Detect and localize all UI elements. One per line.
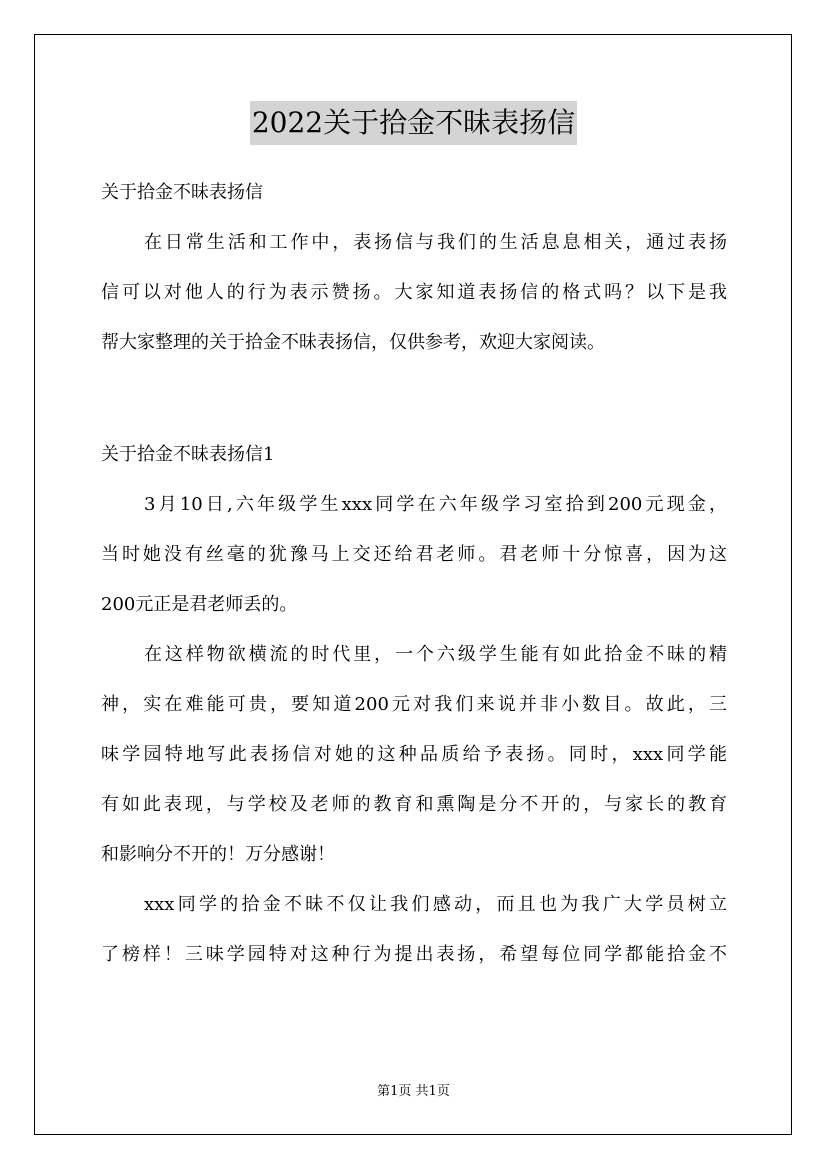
intro-line-2: 信可以对他人的行为表示赞扬。大家知道表扬信的格式吗？以下是我 xyxy=(101,282,727,303)
intro-line-1: 在日常生活和工作中，表扬信与我们的生活息息相关，通过表扬 xyxy=(144,232,727,253)
paragraph2-line-3: 味学园特地写此表扬信对她的这种品质给予表扬。同时，xxx同学能 xyxy=(101,744,727,765)
subtitle-line: 关于拾金不昧表扬信 xyxy=(101,182,263,203)
page-number-label: 第1页 共1页 xyxy=(377,1084,450,1099)
paragraph3-line-1: xxx同学的拾金不昧不仅让我们感动，而且也为我广大学员树立 xyxy=(144,894,727,915)
paragraph2-line-4: 有如此表现，与学校及老师的教育和熏陶是分不开的，与家长的教育 xyxy=(101,794,727,815)
paragraph2-line-2: 神，实在难能可贵，要知道200元对我们来说并非小数目。故此，三 xyxy=(101,694,727,715)
paragraph2-line-5: 和影响分不开的！万分感谢！ xyxy=(101,844,335,865)
section-spacer xyxy=(101,368,727,430)
paragraph3-line-2: 了榜样！三味学园特对这种行为提出表扬，希望每位同学都能拾金不 xyxy=(101,944,727,965)
paragraph1-line-3: 200元正是君老师丢的。 xyxy=(101,594,298,615)
paragraph1-line-2: 当时她没有丝毫的犹豫马上交还给君老师。君老师十分惊喜，因为这 xyxy=(101,544,727,565)
paragraph2-line-1: 在这样物欲横流的时代里，一个六级学生能有如此拾金不昧的精 xyxy=(144,644,727,665)
document-title xyxy=(0,101,827,145)
intro-line-3: 帮大家整理的关于拾金不昧表扬信，仅供参考，欢迎大家阅读。 xyxy=(101,332,605,353)
section-heading: 关于拾金不昧表扬信1 xyxy=(101,444,275,465)
document-body xyxy=(101,168,727,980)
page-footer xyxy=(0,1082,827,1102)
document-title-text: 2022关于拾金不昧表扬信 xyxy=(250,101,577,145)
paragraph1-line-1: 3月10日,六年级学生xxx同学在六年级学习室拾到200元现金， xyxy=(144,494,727,515)
